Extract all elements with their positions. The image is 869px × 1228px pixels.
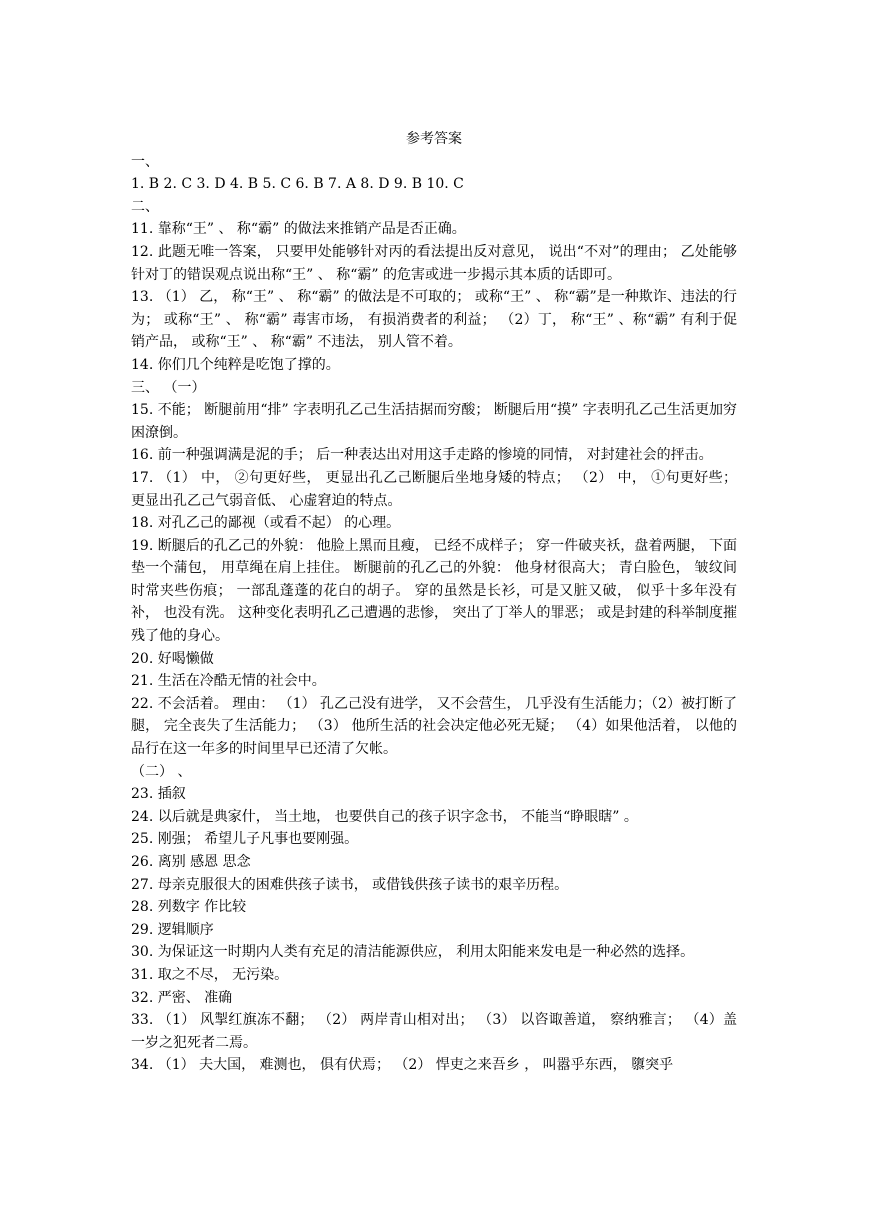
- answer-line: 三、 （一）: [131, 379, 206, 396]
- answer-line: 20. 好喝懒做: [131, 650, 214, 667]
- answer-line: 31. 取之不尽， 无污染。: [131, 966, 289, 983]
- answer-line: 21. 生活在冷酷无情的社会中。: [131, 673, 326, 690]
- answer-line: 23. 插叙: [131, 786, 186, 803]
- answer-line: 14. 你们几个纯粹是吃饱了撑的。: [131, 356, 340, 373]
- answer-document: [131, 128, 742, 1077]
- answer-line: 24. 以后就是典家什， 当土地， 也要供自己的孩子识字念书， 不能当“睁眼瞎” 。: [131, 808, 638, 825]
- answer-list: [131, 151, 742, 1077]
- answer-line: 16. 前一种强调满是泥的手； 后一种表达出对用这手走路的惨境的同情， 对封建社会的抨击。: [131, 447, 713, 464]
- answer-line: 13. （1） 乙， 称“王” 、 称“霸” 的做法是不可取的； 或称“王” 、 称“霸”是一种欺诈、违法的行为； 或称“王” 、 称“霸” 毒害市场， 有损消费者的利益； （2）丁， 称“王” 、称“霸” 有利于促销产品， 或称“王” 、 称“霸” 不违法， 别人管不着。: [131, 289, 737, 351]
- answer-line: 28. 列数字 作比较: [131, 899, 247, 916]
- answer-line: （二） 、: [131, 763, 192, 780]
- answer-line: 33. （1） 风掣红旗冻不翻； （2） 两岸青山相对出； （3） 以咨诹善道， 察纳雅言； （4）盖一岁之犯死者二焉。: [131, 1012, 737, 1051]
- answer-line: 11. 靠称“王” 、 称“霸” 的做法来推销产品是否正确。: [131, 221, 466, 238]
- answer-line: 34. （1） 夫大国， 难测也， 俱有伏焉； （2） 悍吏之来吾乡 ， 叫嚣乎东西， 隳突乎: [131, 1057, 674, 1074]
- answer-line: 二、: [131, 198, 159, 215]
- answer-line: 1. B 2. C 3. D 4. B 5. C 6. B 7. A 8. D 9. B 10. C: [131, 176, 464, 193]
- answer-line: 19. 断腿后的孔乙己的外貌： 他脸上黑而且瘦， 已经不成样子； 穿一件破夹袄，盘着两腿， 下面垫一个蒲包， 用草绳在肩上挂住。 断腿前的孔乙己的外貌： 他身材很高大； 青白脸色， 皱纹间时常夹些伤痕； 一部乱蓬蓬的花白的胡子。 穿的虽然是长衫，可是又脏又破， 似乎十多年没有补， 也没有洗。 这种变化表明孔乙己遭遇的悲惨， 突出了丁举人的罪恶； 或是封建的科举制度摧残了他的身心。: [131, 537, 737, 645]
- answer-line: 27. 母亲克服很大的困难供孩子读书， 或借钱供孩子读书的艰辛历程。: [131, 876, 569, 893]
- answer-line: 30. 为保证这一时期内人类有充足的清洁能源供应， 利用太阳能来发电是一种必然的选择。: [131, 944, 695, 961]
- answer-line: 12. 此题无唯一答案， 只要甲处能够针对丙的看法提出反对意见， 说出“不对”的理由； 乙处能够针对丁的错误观点说出称“王” 、 称“霸” 的危害或进一步揭示其本质的话即可。: [131, 243, 737, 283]
- answer-line: 15. 不能； 断腿前用“排” 字表明孔乙己生活拮据而穷酸； 断腿后用“摸” 字表明孔乙己生活更加穷困潦倒。: [131, 402, 737, 441]
- answer-line: 一、: [131, 153, 159, 170]
- answer-line: 26. 离别 感恩 思念: [131, 854, 251, 870]
- answer-line: 32. 严密、 准确: [131, 989, 233, 1006]
- answer-line: 29. 逻辑顺序: [131, 921, 214, 938]
- answer-line: 17. （1） 中， ②句更好些， 更显出孔乙己断腿后坐地身矮的特点； （2） 中， ①句更好些； 更显出孔乙己气弱音低、 心虚窘迫的特点。: [131, 469, 742, 509]
- answer-line: 25. 刚强； 希望儿子凡事也要刚强。: [131, 831, 359, 848]
- answer-line: 18. 对孔乙己的鄙视（或看不起） 的心理。: [131, 515, 401, 532]
- document-title: 参考答案: [406, 131, 462, 147]
- answer-line: 22. 不会活着。 理由： （1） 孔乙己没有进学， 又不会营生， 几乎没有生活能力；（2）被打断了腿， 完全丧失了生活能力； （3） 他所生活的社会决定他必死无疑； （4）如果他活着， 以他的品行在这一年多的时间里早已还清了欠帐。: [131, 695, 737, 758]
